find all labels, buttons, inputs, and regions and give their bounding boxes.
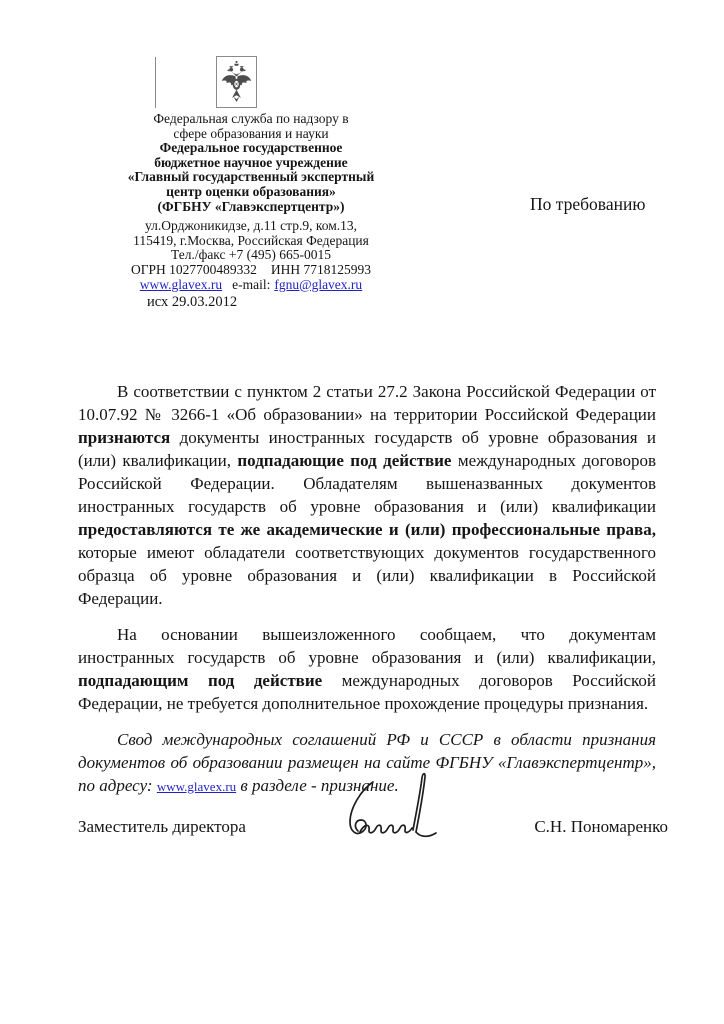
letter-body [78,380,656,811]
address-street: ул.Орджоникидзе, д.11 стр.9, ком.13, [145,218,357,234]
p1-text-4: которые имеют обладатели соответствующих документов государственного образца об уровне образования и (или) квалификации в Российской Федерации. [78,543,656,608]
parent-org-line-1: Федеральная служба по надзору в [153,111,349,126]
signatory-name: С.Н. Пономаренко [534,817,668,836]
p1-text-2: документы иностранных государств об уровне образования и (или) квалификации, [78,428,656,470]
contact-links [95,278,407,293]
inn-number: ИНН 7718125993 [270,261,372,277]
website-link[interactable]: www.glavex.ru [139,276,223,292]
signature-row [78,817,668,837]
phone-fax: Тел./факс +7 (495) 665-0015 [170,247,332,263]
org-name-line-5: (ФГБНУ «Главэкспертцентр») [157,198,345,214]
parent-org-line-2: сфере образования и науки [173,125,329,141]
ogrn-number: ОГРН 1027700489332 [130,261,257,277]
organization-address [95,219,407,292]
org-name-line-3: «Главный государственный экспертный [127,169,375,185]
p2-bold-1: подпадающим под действие [78,671,323,690]
body-website-link[interactable]: www.glavex.ru [156,779,237,794]
p1-text: В соответствии с пунктом 2 статьи 27.2 Закона Российской Федерации от 10.07.92 № 3266-1 «Об образовании» на территории Российской Федерации [78,382,656,424]
coat-of-arms-emblem [216,56,257,108]
letterhead [95,112,407,292]
letterhead-vertical-rule [155,57,156,108]
outgoing-reference-date: исх 29.03.2012 [147,294,238,310]
paragraph-1 [78,380,656,610]
recipient-field: По требованию [530,194,646,214]
p3-text-2: в разделе - признание. [236,776,399,795]
paragraph-2 [78,623,656,715]
org-name-line-1: Федеральное государственное [159,140,343,156]
parent-organization-name [95,112,407,141]
organization-name [95,141,407,214]
p1-bold-3: предоставляются те же академические и (или) профессиональные права, [78,520,656,539]
registration-numbers [95,263,407,278]
email-label: e-mail: [232,276,271,292]
p1-text-3: международных договоров Российской Федерации. Обладателям вышеназванных документов иностранных государств об уровне образования и (или) квалификации [78,451,656,516]
address-city: 115419, г.Москва, Российская Федерация [133,232,369,248]
org-name-line-4: центр оценки образования» [166,183,336,199]
double-eagle-icon [220,60,253,104]
org-name-line-2: бюджетное научное учреждение [154,154,348,170]
p2-text-2: международных договоров Российской Федерации, не требуется дополнительное прохождение процедуры признания. [78,671,657,713]
p1-bold-1: признаются [78,428,171,447]
email-link[interactable]: fgnu@glavex.ru [274,276,363,292]
p2-text: На основании вышеизложенного сообщаем, что документам иностранных государств об уровне образования и (или) квалификации, [78,625,656,667]
signatory-title: Заместитель директора [78,817,246,836]
p1-bold-2: подпадающие под действие [237,451,452,470]
p3-text: Свод международных соглашений РФ и СССР в области признания документов об образовании размещен на сайте ФГБНУ «Главэкспертцентр», по адресу: [78,730,656,795]
